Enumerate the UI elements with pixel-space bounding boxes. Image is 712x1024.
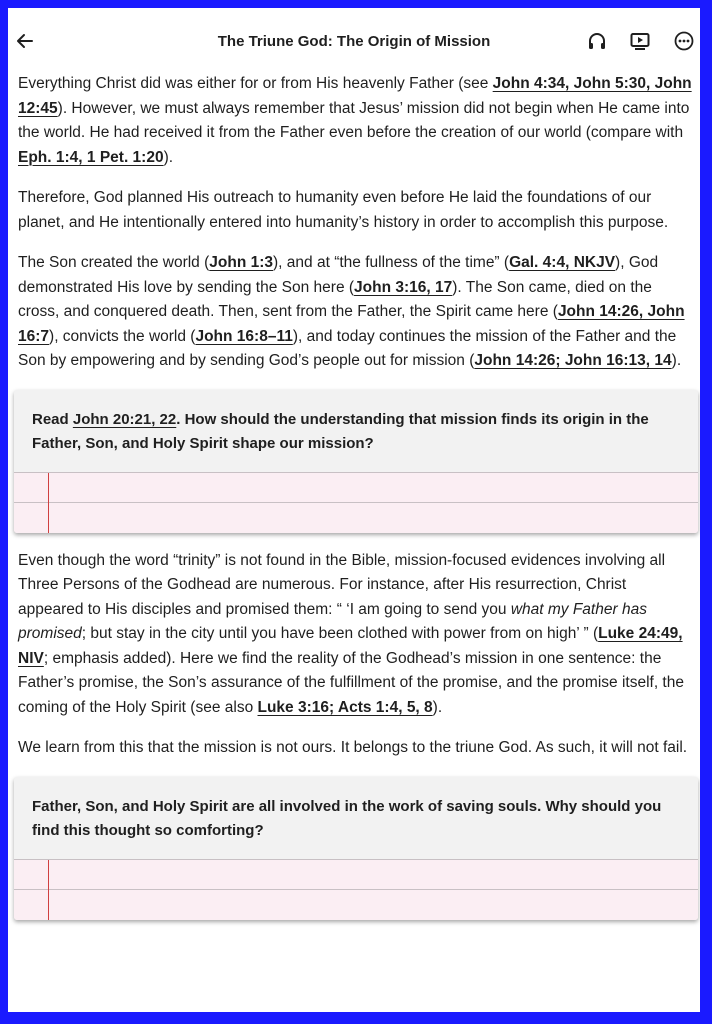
paragraph bbox=[18, 251, 694, 374]
paragraph: Therefore, God planned His outreach to humanity even before He laid the foundations of our planet, and He intentionally entered into humanity’s history in order to accomplish this purpose. bbox=[18, 189, 669, 231]
text: ). However, we must always remember that Jesus’ mission did not begin when He came into the world. He had received it from the Father even before the creation of our world (compare with bbox=[18, 99, 690, 141]
scripture-link[interactable]: John 14:26; John 16:13, 14 bbox=[474, 352, 672, 369]
notes-margin-line bbox=[48, 473, 49, 533]
scripture-link[interactable]: Luke 3:16; Acts 1:4, 5, 8 bbox=[257, 698, 433, 716]
page-title: The Triune God: The Origin of Mission bbox=[217, 33, 491, 50]
app-window bbox=[8, 8, 700, 1012]
notes-line bbox=[14, 889, 698, 890]
text: ), and at “the fullness of the time” ( bbox=[273, 254, 510, 271]
text: Everything Christ did was either for or from His heavenly Father (see bbox=[18, 75, 493, 92]
question-box bbox=[14, 390, 698, 533]
top-bar bbox=[8, 8, 700, 72]
text: ), God demonstrated His love by sending the Son here ( bbox=[18, 254, 659, 296]
text: Even though the word “trinity” is not found in the Bible, mission-focused evidences involving all Three Persons of the Godhead are numerous. For instance, after His resurrection, Christ appeared to His disciples and promised them: “ ‘I am going to send you bbox=[18, 551, 666, 618]
scripture-link[interactable]: John 20:21, 22 bbox=[72, 410, 177, 428]
text: ). bbox=[671, 352, 682, 369]
paragraph bbox=[18, 549, 694, 721]
headphones-icon[interactable] bbox=[586, 30, 608, 52]
emphasis-text: what my Father has promised bbox=[18, 600, 647, 642]
text: ; emphasis added). Here we find the reality of the Godhead’s mission in one sentence: the Father’s promise, the Son’s assurance of the fulfillment of the promise, and the promise itself, the coming of the Holy Spirit (see also bbox=[18, 649, 684, 716]
text: ). bbox=[432, 698, 443, 716]
text: . How should the understanding that mission finds its origin in the Father, Son, and Holy Spirit shape our mission? bbox=[32, 410, 649, 452]
question-text: Father, Son, and Holy Spirit are all involved in the work of saving souls. Why should you find this thought so comforting? bbox=[32, 797, 662, 839]
paragraph bbox=[18, 72, 694, 170]
more-horizontal-icon[interactable] bbox=[673, 30, 695, 52]
scripture-link[interactable]: Gal. 4:4, NKJV bbox=[509, 254, 616, 271]
question-text bbox=[14, 390, 698, 472]
answer-notes-field[interactable] bbox=[14, 472, 698, 533]
text: ). bbox=[163, 148, 174, 166]
text: Read bbox=[32, 410, 73, 428]
scripture-link[interactable]: John 16:8–11 bbox=[195, 327, 293, 345]
text: ), and today continues the mission of the Father and the Son by empowering and by sending God’s people out for mission ( bbox=[18, 327, 677, 369]
video-play-icon[interactable] bbox=[629, 30, 651, 52]
text: The Son created the world ( bbox=[18, 254, 210, 271]
scripture-link[interactable]: John 3:16, 17 bbox=[354, 278, 453, 296]
paragraph: We learn from this that the mission is not ours. It belongs to the triune God. As such, it will not fail. bbox=[18, 739, 688, 756]
text: ; but stay in the city until you have been clothed with power from on high’ ” ( bbox=[81, 625, 599, 642]
scripture-link[interactable]: Eph. 1:4, 1 Pet. 1:20 bbox=[18, 148, 164, 166]
question-box bbox=[14, 777, 698, 920]
notes-margin-line bbox=[48, 860, 49, 920]
text: ), convicts the world ( bbox=[49, 327, 196, 345]
notes-line bbox=[14, 502, 698, 503]
scripture-link[interactable]: John 1:3 bbox=[209, 254, 274, 271]
lesson-content bbox=[18, 72, 694, 936]
scripture-link[interactable]: John 14:26, John 16:7 bbox=[18, 303, 685, 345]
scripture-link[interactable]: Luke 24:49, NIV bbox=[18, 625, 683, 667]
answer-notes-field[interactable] bbox=[14, 859, 698, 920]
text: ). The Son came, died on the cross, and conquered death. Then, sent from the Father, the Spirit came here ( bbox=[18, 278, 652, 320]
scripture-link[interactable]: John 4:34, John 5:30, John 12:45 bbox=[18, 75, 692, 117]
